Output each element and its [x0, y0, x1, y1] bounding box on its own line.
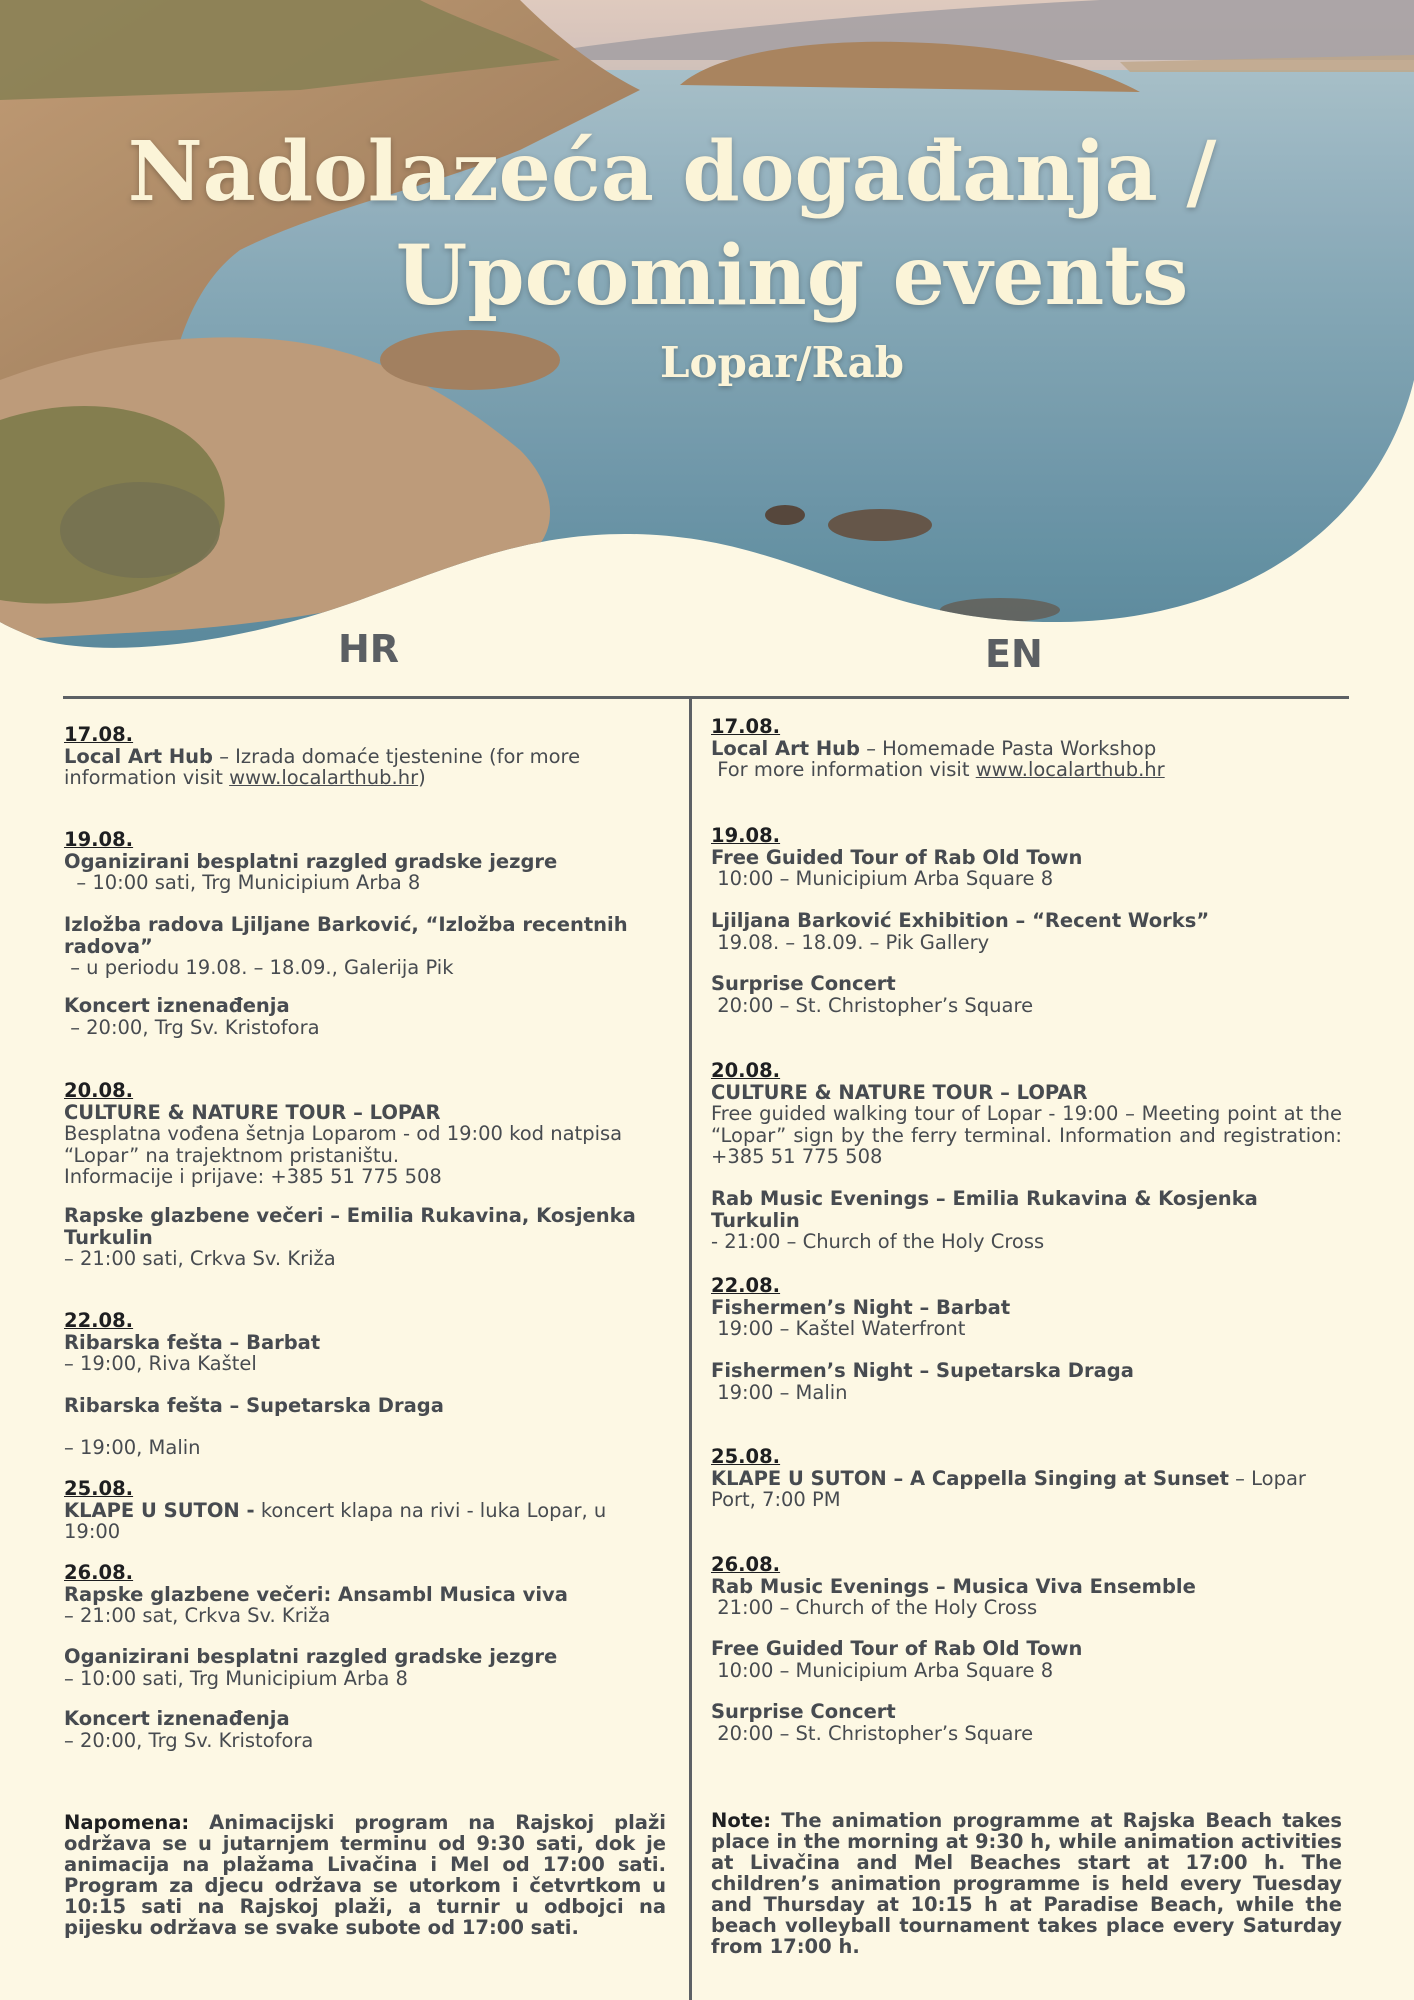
event-entry: [64, 724, 666, 789]
note-label: Note:: [711, 1809, 772, 1832]
event-text: – Homemade Pasta Workshop: [860, 736, 1157, 760]
event-title: Free Guided Tour of Rab Old Town: [711, 845, 1083, 869]
note-text: The animation programme at Rajska Beach takes place in the morning at 9:30 h, while animation activities at Livačina and Mel Beaches start at 17:00 h. The children’s animation programme is held every Tuesday and Thursday at 10:15 h at Paradise Beach, while the beach volleyball tournament takes place every Saturday from 17:00 h.: [711, 1809, 1342, 1958]
event-text: – Izrada domaće tjestenine (for more information visit: [64, 744, 581, 789]
event-title: Fishermen’s Night – Barbat: [711, 1295, 1011, 1319]
event-text: Free guided walking tour of Lopar - 19:00 – Meeting point at the “Lopar” sign by the ferry terminal. Information and registration: +385 51 775 508: [711, 1102, 1342, 1168]
event-entry: [64, 1205, 666, 1270]
event-text-2: For more information visit: [711, 758, 976, 781]
event-text: – 10:00 sati, Trg Municipium Arba 8: [64, 1666, 408, 1690]
coastline-illustration: [0, 0, 1414, 660]
event-title: Local Art Hub: [64, 744, 213, 768]
event-entry: [711, 1360, 1342, 1403]
event-title: Fishermen’s Night – Supetarska Draga: [711, 1359, 1134, 1382]
event-entry: [64, 1646, 666, 1689]
event-text: – 21:00 sat, Crkva Sv. Križa: [64, 1604, 331, 1627]
event-date: 19.08.: [711, 824, 781, 847]
event-title: Ribarska fešta – Barbat: [64, 1330, 321, 1354]
hero-photo: [0, 0, 1414, 660]
event-title: CULTURE & NATURE TOUR – LOPAR: [64, 1100, 441, 1124]
event-text: 19:00 – Malin: [711, 1380, 848, 1404]
event-entry: [711, 1701, 1342, 1744]
event-title: Oganizirani besplatni razgled gradske jezgre: [64, 849, 558, 873]
event-text: 21:00 – Church of the Holy Cross: [711, 1596, 1038, 1619]
event-text: Besplatna vođena šetnja Loparom - od 19:00 kod natpisa “Lopar” na trajektnom pristaništu.: [64, 1122, 623, 1167]
note-paragraph: [64, 1812, 666, 1938]
event-title: Koncert iznenađenja: [64, 994, 290, 1017]
title-line-2: Upcoming events: [395, 228, 1189, 324]
event-title: KLAPE U SUTON -: [64, 1498, 255, 1522]
event-title: Free Guided Tour of Rab Old Town: [711, 1637, 1083, 1660]
event-title: Surprise Concert: [711, 1700, 896, 1723]
event-text: – Lopar Port, 7:00 PM: [711, 1466, 1306, 1511]
event-date: 17.08.: [64, 723, 134, 746]
event-entry: [711, 1275, 1342, 1340]
event-entry: [64, 1395, 666, 1458]
event-title: Koncert iznenađenja: [64, 1707, 290, 1730]
event-date: 22.08.: [711, 1274, 781, 1297]
event-text: 20:00 – St. Christopher’s Square: [711, 1721, 1034, 1745]
event-text: 10:00 – Municipium Arba Square 8: [711, 1658, 1054, 1682]
event-title: Oganizirani besplatni razgled gradske jezgre: [64, 1645, 558, 1668]
language-heading-hr: HR: [338, 627, 400, 671]
event-title: Rapske glazbene večeri – Emilia Rukavina, Kosjenka Turkulin: [64, 1204, 636, 1249]
event-entry: [711, 1060, 1342, 1168]
event-text: 19.08. – 18.09. – Pik Gallery: [711, 930, 990, 954]
event-date: 26.08.: [711, 1553, 781, 1576]
event-title: Surprise Concert: [711, 972, 896, 995]
event-entry: [64, 1478, 666, 1543]
event-entry: [64, 829, 666, 894]
event-entry: [711, 825, 1342, 890]
event-text-end: ): [418, 766, 426, 789]
event-title: Rab Music Evenings – Musica Viva Ensemble: [711, 1574, 1196, 1598]
event-date: 20.08.: [711, 1059, 781, 1082]
event-text: – 10:00 sati, Trg Municipium Arba 8: [64, 871, 421, 894]
horizontal-divider: [63, 696, 1349, 699]
event-entry: [64, 1310, 666, 1375]
event-text: 20:00 – St. Christopher’s Square: [711, 993, 1034, 1017]
event-date: 26.08.: [64, 1561, 134, 1584]
event-title: Rapske glazbene večeri: Ansambl Musica viva: [64, 1582, 568, 1606]
vertical-divider: [689, 697, 692, 2000]
event-title: CULTURE & NATURE TOUR – LOPAR: [711, 1080, 1088, 1104]
event-entry: [64, 1708, 666, 1751]
event-text: – 21:00 sati, Crkva Sv. Križa: [64, 1247, 336, 1270]
event-text: - 21:00 – Church of the Holy Cross: [711, 1230, 1045, 1253]
event-title: Izložba radova Ljiljane Barković, “Izložba recentnih radova”: [64, 913, 628, 958]
event-entry: [64, 1080, 666, 1188]
event-date: 20.08.: [64, 1079, 134, 1102]
event-entry: [711, 1554, 1342, 1619]
event-date: 25.08.: [64, 1477, 134, 1500]
event-entry: [711, 1638, 1342, 1681]
localarthub-link[interactable]: www.localarthub.hr: [229, 766, 419, 789]
event-entry: [711, 1188, 1342, 1253]
event-entry: [64, 914, 666, 979]
localarthub-link[interactable]: www.localarthub.hr: [975, 758, 1165, 781]
event-text: – 19:00, Riva Kaštel: [64, 1352, 257, 1375]
event-date: 17.08.: [711, 715, 781, 738]
event-entry: [711, 1446, 1342, 1511]
note-text: Animacijski program na Rajskoj plaži održava se u jutarnjem terminu od 9:30 sati, dok je animacija na plažama Livačina i Mel od 17:00 sati. Program za djecu održava se utorkom i četvrtkom u 10:15 sati na Rajskoj plaži, a turnir u odbojci na pijesku održava se svake subote od 17:00 sati.: [64, 1811, 666, 1939]
event-entry: [64, 995, 666, 1038]
event-title: Rab Music Evenings – Emilia Rukavina & Kosjenka Turkulin: [711, 1187, 1258, 1232]
event-text: 10:00 – Municipium Arba Square 8: [711, 867, 1054, 890]
event-date: 22.08.: [64, 1309, 134, 1332]
title-line-1: Nadolazeća događanja /: [127, 124, 1217, 220]
event-entry: [711, 716, 1342, 781]
event-title: KLAPE U SUTON – A Cappella Singing at Sunset: [711, 1466, 1229, 1490]
event-date: 19.08.: [64, 828, 134, 851]
event-text: koncert klapa na rivi - luka Lopar, u 19:00: [64, 1498, 607, 1543]
event-contact: Informacije i prijave: +385 51 775 508: [64, 1165, 442, 1188]
event-entry: [64, 1562, 666, 1627]
page-subtitle: Lopar/Rab: [660, 338, 905, 387]
note-paragraph: [711, 1810, 1342, 1957]
event-date: 25.08.: [711, 1445, 781, 1468]
event-title: Ljiljana Barković Exhibition – “Recent Works”: [711, 909, 1210, 932]
event-text: – 20:00, Trg Sv. Kristofora: [64, 1015, 320, 1039]
note-label: Napomena:: [64, 1811, 190, 1834]
event-text: – u periodu 19.08. – 18.09., Galerija Pik: [64, 956, 454, 979]
event-entry: [711, 910, 1342, 953]
event-text: – 19:00, Malin: [64, 1435, 201, 1459]
event-title: Local Art Hub: [711, 736, 860, 760]
language-heading-en: EN: [985, 632, 1043, 676]
event-entry: [711, 973, 1342, 1016]
event-title: Ribarska fešta – Supetarska Draga: [64, 1394, 444, 1417]
event-text: – 20:00, Trg Sv. Kristofora: [64, 1728, 314, 1752]
event-text: 19:00 – Kaštel Waterfront: [711, 1317, 966, 1340]
page-title: [0, 120, 1414, 328]
